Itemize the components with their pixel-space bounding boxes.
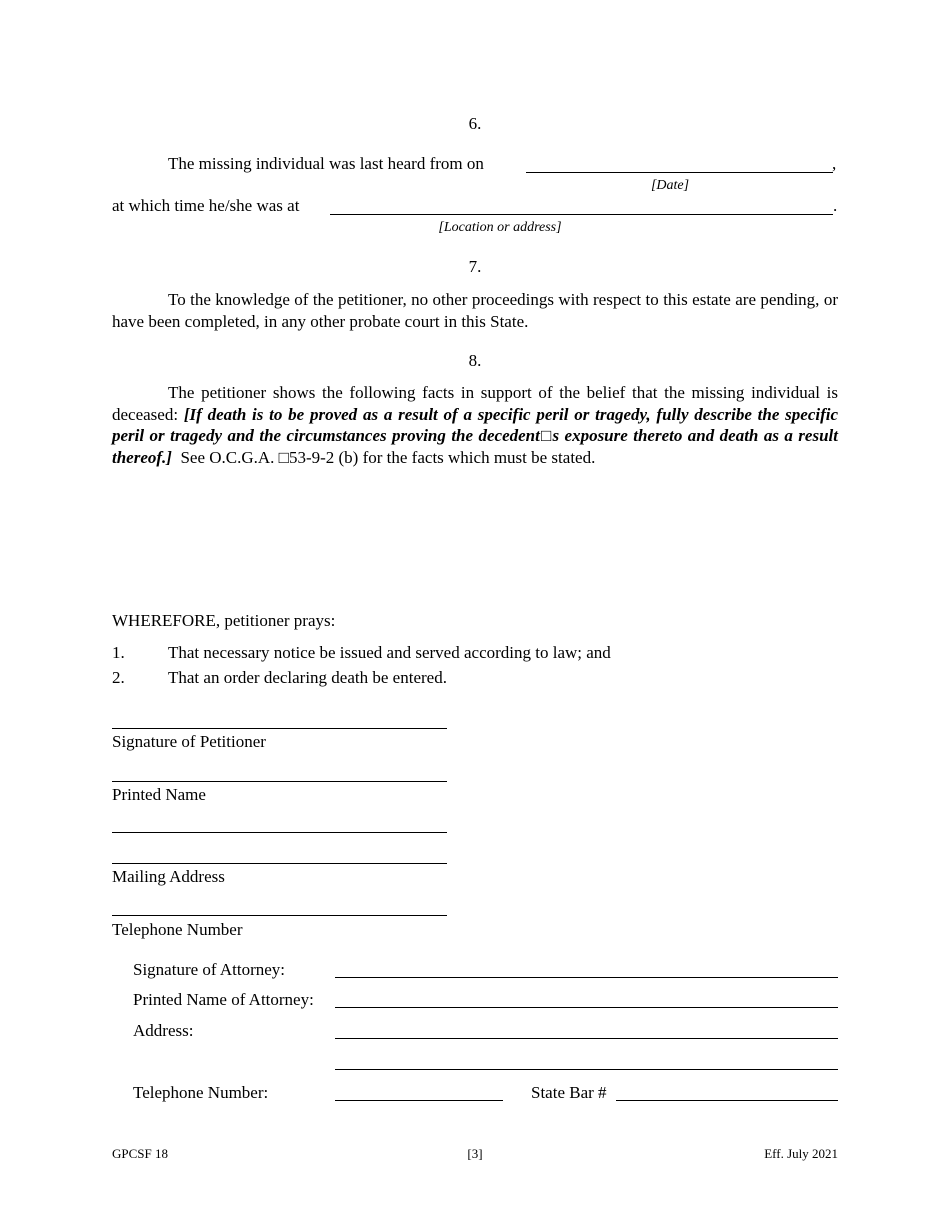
attorney-address-label: Address: bbox=[133, 1021, 194, 1040]
wherefore-item-1-text: That necessary notice be issued and served according to law; and bbox=[168, 643, 611, 662]
section-7-text: To the knowledge of the petitioner, no other proceedings with respect to this estate are pending, or have been completed, in any other probate court in this State. bbox=[112, 290, 838, 331]
attorney-signature-field[interactable] bbox=[335, 977, 838, 978]
period: . bbox=[833, 196, 838, 215]
attorney-signature-label: Signature of Attorney: bbox=[133, 960, 286, 979]
location-field[interactable] bbox=[330, 214, 833, 215]
state-bar-field[interactable] bbox=[616, 1100, 838, 1101]
attorney-printed-name-label: Printed Name of Attorney: bbox=[133, 990, 314, 1009]
mailing-address-label: Mailing Address bbox=[112, 867, 225, 886]
section-6-number: 6. bbox=[468, 114, 482, 133]
section-8-text bbox=[112, 382, 838, 468]
wherefore-title: WHEREFORE, petitioner prays: bbox=[112, 611, 336, 630]
petitioner-signature-label: Signature of Petitioner bbox=[112, 732, 266, 751]
printed-name-field[interactable] bbox=[112, 781, 447, 782]
wherefore-item-1-number: 1. bbox=[112, 643, 125, 662]
section-8-number: 8. bbox=[468, 351, 482, 370]
location-text: at which time he/she was at bbox=[112, 196, 300, 215]
wherefore-item-2-number: 2. bbox=[112, 668, 125, 687]
location-label: [Location or address] bbox=[438, 220, 562, 235]
section-8-intro: The petitioner shows the following facts in support of the belief that the missing individual is deceased: bbox=[112, 383, 838, 424]
date-field[interactable] bbox=[526, 172, 833, 173]
form-id: GPCSF 18 bbox=[112, 1146, 168, 1161]
petitioner-signature-field[interactable] bbox=[112, 728, 447, 729]
wherefore-item-2-text: That an order declaring death be entered. bbox=[168, 668, 447, 687]
mailing-address-field-1[interactable] bbox=[112, 832, 447, 833]
comma: , bbox=[832, 154, 837, 173]
attorney-telephone-field[interactable] bbox=[335, 1100, 503, 1101]
effective-date: Eff. July 2021 bbox=[764, 1146, 838, 1161]
attorney-address-field-2[interactable] bbox=[335, 1069, 838, 1070]
date-label: [Date] bbox=[650, 178, 690, 193]
page-number: [3] bbox=[467, 1146, 483, 1161]
attorney-telephone-label: Telephone Number: bbox=[133, 1083, 269, 1102]
state-bar-label: State Bar # bbox=[531, 1083, 607, 1102]
attorney-address-field-1[interactable] bbox=[335, 1038, 838, 1039]
telephone-label: Telephone Number bbox=[112, 920, 243, 939]
telephone-field[interactable] bbox=[112, 915, 447, 916]
section-8-reference: See O.C.G.A. □53-9-2 (b) for the facts which must be stated. bbox=[180, 447, 596, 467]
last-heard-text: The missing individual was last heard from on bbox=[168, 154, 484, 173]
printed-name-label: Printed Name bbox=[112, 785, 206, 804]
mailing-address-field-2[interactable] bbox=[112, 863, 447, 864]
attorney-printed-name-field[interactable] bbox=[335, 1007, 838, 1008]
section-8-instruction: [If death is to be proved as a result of a specific peril or tragedy, fully describe the specific peril or tragedy and the circumstances proving the decedent□s exposure thereto and death as a result thereof.] bbox=[112, 404, 839, 467]
section-7-number: 7. bbox=[468, 257, 482, 276]
